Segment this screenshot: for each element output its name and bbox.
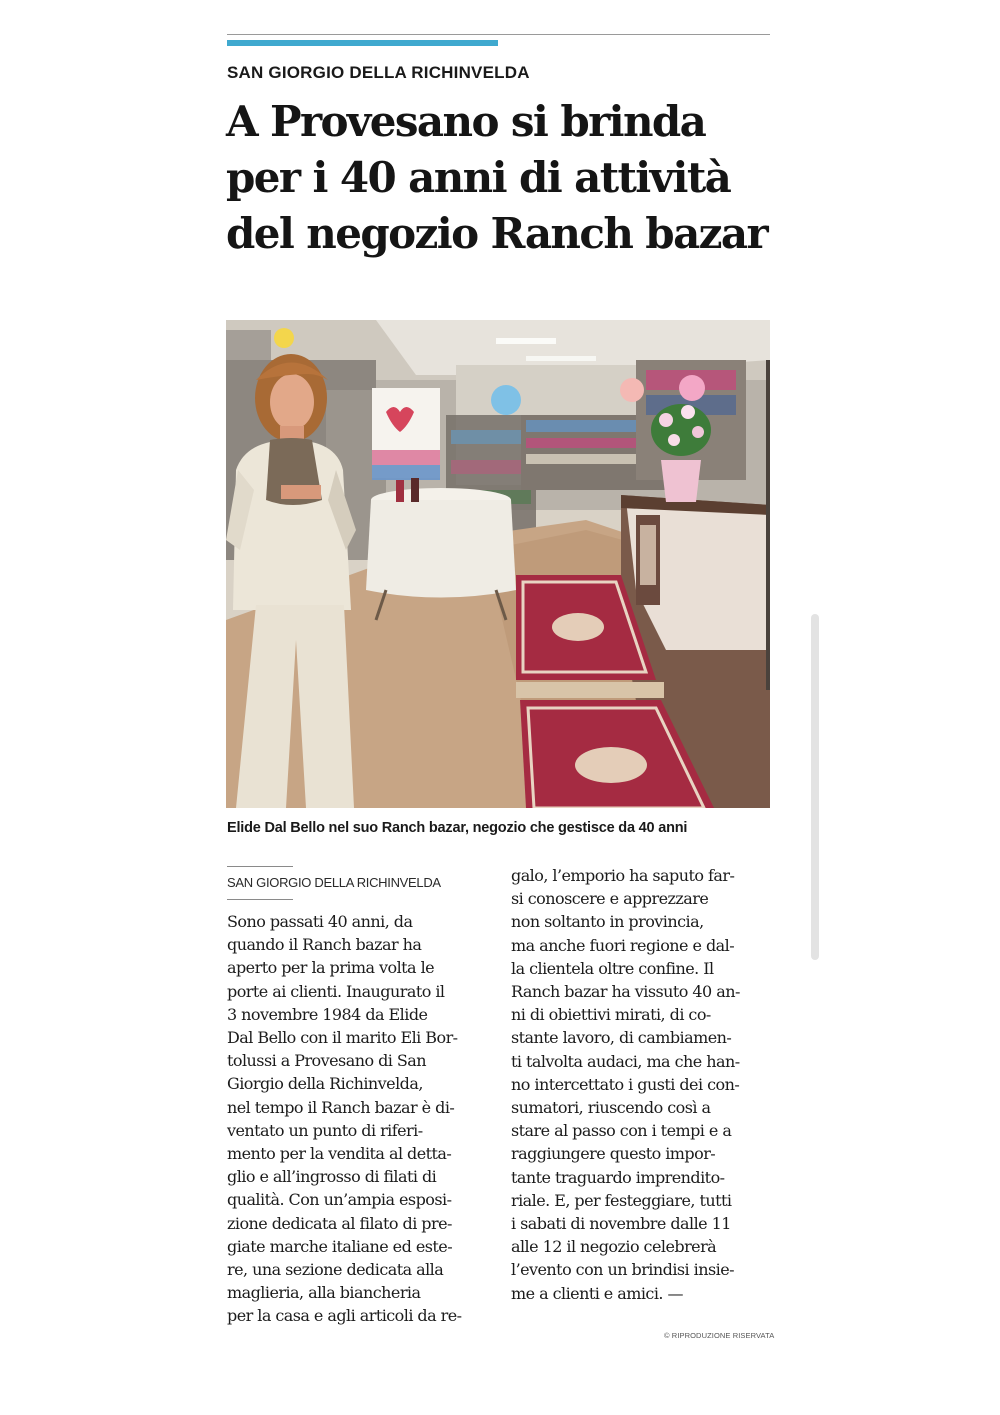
headline (226, 94, 786, 262)
headline-line: del negozio Ranch bazar (226, 209, 768, 258)
text-line: la clientela oltre confine. Il (511, 958, 714, 978)
article-photo (226, 320, 770, 808)
text-line: galo, l’emporio ha saputo far- (511, 866, 735, 885)
photo-caption: Elide Dal Bello nel suo Ranch bazar, negozio che gestisce da 40 anni (227, 820, 688, 836)
text-line: Sono passati 40 anni, da (227, 912, 413, 931)
text-line: 3 novembre 1984 da Elide (227, 1004, 428, 1024)
text-line: raggiungere questo impor- (511, 1144, 716, 1164)
text-line: l’evento con un brindisi insie- (511, 1260, 734, 1280)
text-line: stare al passo con i tempi e a (511, 1121, 732, 1141)
text-line: Ranch bazar ha vissuto 40 an- (511, 982, 740, 1002)
headline-line: per i 40 anni di attività (226, 153, 731, 202)
article-column-1 (227, 910, 489, 1328)
column-rule (227, 899, 293, 900)
text-line: i sabati di novembre dalle 11 (511, 1214, 731, 1234)
text-line: nel tempo il Ranch bazar è di- (227, 1097, 455, 1117)
text-line: sumatori, riuscendo così a (511, 1098, 711, 1118)
text-line: si conoscere e apprezzare (511, 889, 709, 909)
text-line: ma anche fuori regione e dal- (511, 935, 735, 955)
text-line: maglieria, alla biancheria (227, 1283, 421, 1303)
text-line: me a clienti e amici. — (511, 1283, 683, 1303)
dateline: SAN GIORGIO DELLA RICHINVELDA (227, 875, 441, 890)
text-line: aperto per la prima volta le (227, 958, 435, 978)
text-line: stante lavoro, di cambiamen- (511, 1028, 732, 1048)
scrollbar[interactable] (811, 614, 819, 960)
text-line: ni di obiettivi mirati, di co- (511, 1005, 711, 1025)
text-line: per la casa e agli articoli da re- (227, 1306, 462, 1326)
text-line: tolussi a Provesano di San (227, 1051, 427, 1071)
text-line: quando il Ranch bazar ha (227, 935, 422, 955)
text-line: Giorgio della Richinvelda, (227, 1074, 423, 1094)
column-rule (227, 866, 293, 867)
text-line: re, una sezione dedicata alla (227, 1260, 444, 1280)
text-line: zione dedicata al filato di pre- (227, 1213, 452, 1233)
text-line: Dal Bello con il marito Eli Bor- (227, 1028, 458, 1048)
text-line: giate marche italiane ed este- (227, 1236, 453, 1256)
top-rule (227, 34, 770, 35)
text-line: riale. E, per festeggiare, tutti (511, 1190, 732, 1210)
section-kicker: SAN GIORGIO DELLA RICHINVELDA (227, 63, 530, 82)
copyright-notice: © RIPRODUZIONE RISERVATA (664, 1331, 775, 1340)
text-line: qualità. Con un’ampia esposi- (227, 1190, 452, 1210)
text-line: porte ai clienti. Inaugurato il (227, 981, 445, 1001)
text-line: tante traguardo imprendito- (511, 1167, 725, 1187)
headline-line: A Provesano si brinda (226, 97, 706, 146)
text-line: alle 12 il negozio celebrerà (511, 1237, 717, 1257)
text-line: glio e all’ingrosso di filati di (227, 1167, 437, 1187)
section-accent-bar (227, 40, 498, 46)
text-line: ventato un punto di riferi- (227, 1120, 423, 1140)
text-line: ti talvolta audaci, ma che han- (511, 1051, 740, 1071)
article-column-2 (511, 864, 773, 1305)
text-line: non soltanto in provincia, (511, 912, 704, 932)
text-line: mento per la vendita al detta- (227, 1144, 452, 1164)
text-line: no intercettato i gusti dei con- (511, 1074, 740, 1094)
shop-interior-illustration (226, 320, 770, 808)
